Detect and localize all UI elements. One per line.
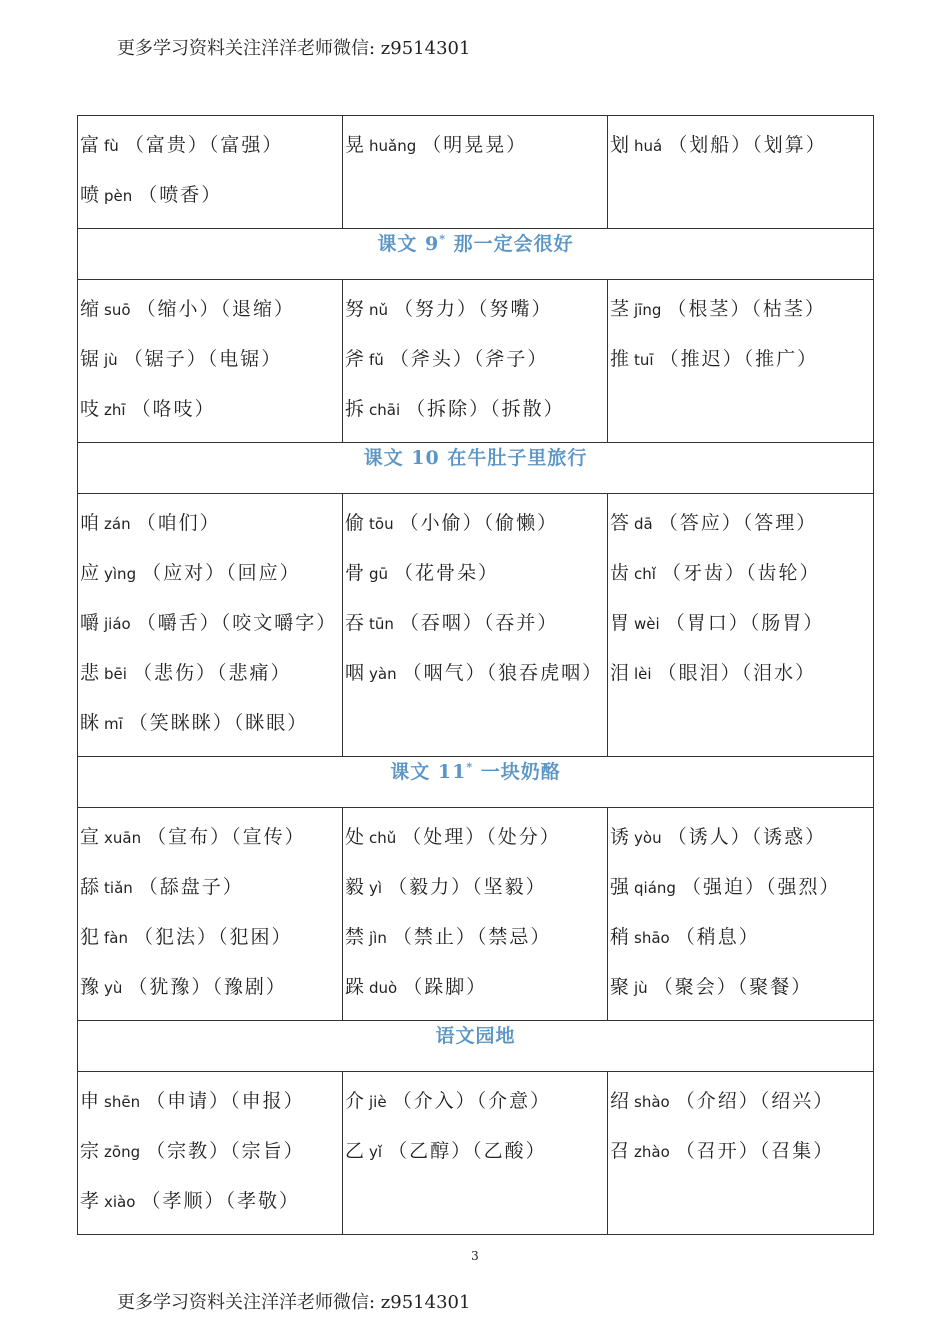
section-heading-prefix: 课文 9 (377, 233, 440, 255)
vocabulary-table (77, 115, 874, 1235)
vocab-entry (345, 962, 607, 1012)
vocabulary-row (78, 280, 874, 443)
vocab-character: 茎 (610, 298, 631, 320)
vocab-character: 应 (80, 562, 101, 584)
vocab-character: 嚼 (80, 612, 101, 634)
vocab-words: （召开）（召集） (675, 1140, 835, 1162)
vocabulary-cell (343, 116, 608, 229)
section-heading-asterisk: * (439, 232, 446, 246)
vocab-character: 毅 (345, 876, 366, 898)
vocab-entry (80, 1076, 342, 1126)
vocab-pinyin: yìng (104, 565, 137, 583)
vocab-entry (80, 120, 342, 170)
vocab-pinyin: tūn (369, 615, 394, 633)
vocab-entry (80, 334, 342, 384)
section-heading-asterisk: * (466, 760, 474, 774)
vocab-entry (610, 912, 873, 962)
vocab-words: （根茎）（枯茎） (667, 298, 826, 320)
vocab-character: 吞 (345, 612, 366, 634)
vocab-words: （锯子）（电锯） (123, 348, 283, 370)
vocabulary-row (78, 116, 874, 229)
vocabulary-cell (78, 494, 343, 757)
section-heading-row (78, 443, 874, 494)
vocab-words: （舔盘子） (138, 876, 244, 898)
vocab-entry (610, 548, 873, 598)
vocab-entry (345, 862, 607, 912)
vocab-entry (610, 962, 873, 1012)
vocab-pinyin: tuī (634, 351, 654, 369)
vocab-pinyin: suō (104, 301, 131, 319)
vocab-pinyin: yòu (634, 829, 662, 847)
vocab-entry (80, 384, 342, 434)
vocab-character: 胃 (610, 612, 631, 634)
vocab-words: （努力）（努嘴） (394, 298, 553, 320)
vocab-words: （乙醇）（乙酸） (388, 1140, 547, 1162)
vocab-character: 介 (345, 1090, 366, 1112)
section-heading-title: 在牛肚子里旅行 (439, 447, 588, 469)
vocab-character: 斧 (345, 348, 366, 370)
vocabulary-cell (608, 808, 874, 1021)
vocabulary-row (78, 1072, 874, 1235)
page-footer: 更多学习资料关注洋洋老师微信: z9514301 (117, 1292, 471, 1313)
vocab-words: （聚会）（聚餐） (653, 976, 813, 998)
vocab-entry (345, 912, 607, 962)
vocab-words: （宣布）（宣传） (147, 826, 306, 848)
vocab-pinyin: jīng (634, 301, 662, 319)
vocab-pinyin: bēi (104, 665, 127, 683)
vocab-words: （笑眯眯）（眯眼） (128, 712, 309, 734)
vocab-pinyin: jiè (369, 1093, 387, 1111)
vocab-entry (345, 1126, 607, 1176)
vocab-words: （缩小）（退缩） (136, 298, 296, 320)
vocab-pinyin: chǐ (634, 565, 656, 583)
vocabulary-row (78, 808, 874, 1021)
vocab-entry (345, 334, 607, 384)
vocab-entry (80, 170, 342, 220)
vocab-entry (80, 284, 342, 334)
vocab-character: 舔 (80, 876, 101, 898)
vocab-pinyin: jù (634, 979, 648, 997)
vocab-pinyin: xiào (104, 1193, 136, 1211)
vocab-words: （犹豫）（豫剧） (128, 976, 287, 998)
vocab-pinyin: zán (104, 515, 131, 533)
vocab-character: 齿 (610, 562, 631, 584)
vocab-character: 富 (80, 134, 101, 156)
vocab-character: 骨 (345, 562, 366, 584)
vocab-pinyin: huǎng (369, 137, 417, 155)
vocab-character: 泪 (610, 662, 631, 684)
vocab-words: （划船）（划算） (668, 134, 827, 156)
vocab-entry (610, 284, 873, 334)
vocab-entry (80, 498, 342, 548)
vocab-entry (80, 912, 342, 962)
section-heading-prefix: 语文园地 (435, 1025, 516, 1047)
vocab-character: 处 (345, 826, 366, 848)
vocab-words: （咱们） (136, 512, 221, 534)
vocab-character: 晃 (345, 134, 366, 156)
vocab-words: （喷香） (138, 184, 223, 206)
vocab-character: 喷 (80, 184, 101, 206)
vocab-entry (80, 648, 342, 698)
section-heading-row (78, 757, 874, 808)
vocab-words: （眼泪）（泪水） (657, 662, 817, 684)
vocab-entry (610, 1126, 873, 1176)
vocab-entry (80, 548, 342, 598)
vocab-words: （吞咽）（吞并） (399, 612, 559, 634)
vocab-entry (80, 1176, 342, 1226)
vocab-words: （花骨朵） (394, 562, 500, 584)
vocab-character: 悲 (80, 662, 101, 684)
vocab-pinyin: zōng (104, 1143, 141, 1161)
vocab-character: 宗 (80, 1140, 101, 1162)
vocab-entry (80, 862, 342, 912)
vocabulary-cell (343, 494, 608, 757)
vocab-words: （咯吱） (131, 398, 216, 420)
vocab-words: （诱人）（诱惑） (667, 826, 827, 848)
vocab-pinyin: fǔ (369, 351, 384, 369)
vocab-pinyin: zhī (104, 401, 126, 419)
vocab-character: 拆 (345, 398, 366, 420)
vocab-pinyin: jìn (369, 929, 387, 947)
vocab-words: （嚼舌）（咬文嚼字） (136, 612, 338, 634)
vocab-entry (610, 812, 873, 862)
vocab-pinyin: fù (104, 137, 119, 155)
vocabulary-cell (608, 1072, 874, 1235)
vocab-entry (345, 548, 607, 598)
vocab-words: （咽气）（狼吞虎咽） (402, 662, 604, 684)
vocabulary-cell (78, 808, 343, 1021)
vocab-pinyin: lèi (634, 665, 652, 683)
vocab-pinyin: qiáng (634, 879, 676, 897)
vocab-character: 吱 (80, 398, 101, 420)
vocab-words: （强迫）（强烈） (681, 876, 841, 898)
vocab-pinyin: jù (104, 351, 118, 369)
vocab-entry (610, 334, 873, 384)
vocabulary-cell (343, 1072, 608, 1235)
vocab-words: （犯法）（犯困） (134, 926, 293, 948)
section-heading (78, 443, 874, 494)
vocab-pinyin: zhào (634, 1143, 670, 1161)
vocab-character: 乙 (345, 1140, 366, 1162)
vocab-character: 推 (610, 348, 631, 370)
vocab-words: （推迟）（推广） (659, 348, 819, 370)
vocab-character: 锯 (80, 348, 101, 370)
vocab-character: 跺 (345, 976, 366, 998)
vocab-character: 申 (80, 1090, 101, 1112)
page-number: 3 (471, 1249, 479, 1263)
vocab-character: 诱 (610, 826, 631, 848)
vocab-words: （宗教）（宗旨） (146, 1140, 305, 1162)
section-heading-row (78, 229, 874, 280)
vocab-entry (610, 648, 873, 698)
vocab-entry (80, 698, 342, 748)
vocab-words: （明晃晃） (422, 134, 528, 156)
vocab-character: 孝 (80, 1190, 101, 1212)
vocab-words: （处理）（处分） (402, 826, 561, 848)
vocab-entry (610, 120, 873, 170)
vocabulary-cell (78, 1072, 343, 1235)
vocab-words: （富贵）（富强） (124, 134, 284, 156)
vocab-entry (345, 498, 607, 548)
vocab-entry (610, 862, 873, 912)
vocab-entry (80, 1126, 342, 1176)
vocab-words: （毅力）（坚毅） (388, 876, 547, 898)
vocab-character: 召 (610, 1140, 631, 1162)
vocab-character: 豫 (80, 976, 101, 998)
vocab-words: （悲伤）（悲痛） (132, 662, 292, 684)
vocabulary-row (78, 494, 874, 757)
vocab-pinyin: tiǎn (104, 879, 133, 897)
vocab-pinyin: nǔ (369, 301, 389, 319)
vocab-character: 强 (610, 876, 631, 898)
vocab-entry (80, 598, 342, 648)
vocab-pinyin: huá (634, 137, 663, 155)
page-header: 更多学习资料关注洋洋老师微信: z9514301 (117, 38, 471, 59)
vocab-pinyin: yàn (369, 665, 397, 683)
section-heading-row (78, 1021, 874, 1072)
vocab-pinyin: chǔ (369, 829, 397, 847)
vocab-pinyin: tōu (369, 515, 394, 533)
vocab-pinyin: chāi (369, 401, 401, 419)
vocab-pinyin: gū (369, 565, 389, 583)
vocab-pinyin: shāo (634, 929, 670, 947)
vocab-words: （介入）（介意） (392, 1090, 552, 1112)
vocabulary-cell (608, 116, 874, 229)
vocabulary-cell (78, 116, 343, 229)
vocab-entry (80, 962, 342, 1012)
vocab-words: （牙齿）（齿轮） (661, 562, 821, 584)
vocab-character: 聚 (610, 976, 631, 998)
vocab-pinyin: yù (104, 979, 123, 997)
vocab-pinyin: xuān (104, 829, 142, 847)
vocab-pinyin: mī (104, 715, 123, 733)
vocabulary-cell (343, 808, 608, 1021)
section-heading-prefix: 课文 11 (390, 761, 467, 783)
vocab-character: 眯 (80, 712, 101, 734)
vocab-character: 答 (610, 512, 631, 534)
vocab-character: 划 (610, 134, 631, 156)
vocab-character: 犯 (80, 926, 101, 948)
section-heading (78, 229, 874, 280)
vocab-words: （答应）（答理） (658, 512, 818, 534)
vocab-words: （胃口）（肠胃） (665, 612, 825, 634)
section-heading-prefix: 课文 10 (363, 447, 440, 469)
vocab-character: 绍 (610, 1090, 631, 1112)
vocab-entry (610, 598, 873, 648)
vocab-pinyin: pèn (104, 187, 133, 205)
vocab-entry (345, 812, 607, 862)
vocab-words: （拆除）（拆散） (406, 398, 565, 420)
vocab-character: 缩 (80, 298, 101, 320)
vocab-entry (345, 284, 607, 334)
vocab-entry (345, 384, 607, 434)
vocab-pinyin: fàn (104, 929, 128, 947)
vocab-words: （孝顺）（孝敬） (141, 1190, 300, 1212)
vocab-character: 咽 (345, 662, 366, 684)
vocab-character: 禁 (345, 926, 366, 948)
vocab-words: （申请）（申报） (146, 1090, 305, 1112)
section-heading (78, 1021, 874, 1072)
vocab-entry (610, 498, 873, 548)
vocabulary-cell (78, 280, 343, 443)
vocab-words: （跺脚） (403, 976, 488, 998)
vocab-entry (345, 648, 607, 698)
vocabulary-cell (608, 280, 874, 443)
vocab-character: 宣 (80, 826, 101, 848)
vocab-entry (345, 598, 607, 648)
vocab-entry (345, 120, 607, 170)
vocab-character: 咱 (80, 512, 101, 534)
vocab-words: （稍息） (675, 926, 760, 948)
vocab-words: （斧头）（斧子） (389, 348, 549, 370)
vocab-words: （禁止）（禁忌） (392, 926, 552, 948)
vocab-words: （应对）（回应） (142, 562, 301, 584)
vocab-pinyin: jiáo (104, 615, 131, 633)
section-heading-title: 那一定会很好 (445, 233, 574, 255)
vocab-pinyin: dā (634, 515, 653, 533)
section-heading-title: 一块奶酪 (473, 761, 561, 783)
vocab-pinyin: wèi (634, 615, 660, 633)
vocabulary-cell (608, 494, 874, 757)
vocab-words: （介绍）（绍兴） (675, 1090, 835, 1112)
vocab-pinyin: shēn (104, 1093, 141, 1111)
vocab-pinyin: shào (634, 1093, 670, 1111)
vocab-entry (80, 812, 342, 862)
vocab-entry (345, 1076, 607, 1126)
vocab-entry (610, 1076, 873, 1126)
vocab-pinyin: duò (369, 979, 398, 997)
vocab-pinyin: yǐ (369, 1143, 383, 1161)
vocabulary-cell (343, 280, 608, 443)
vocab-character: 稍 (610, 926, 631, 948)
vocab-character: 努 (345, 298, 366, 320)
vocab-words: （小偷）（偷懒） (399, 512, 559, 534)
vocab-pinyin: yì (369, 879, 383, 897)
vocab-character: 偷 (345, 512, 366, 534)
section-heading (78, 757, 874, 808)
